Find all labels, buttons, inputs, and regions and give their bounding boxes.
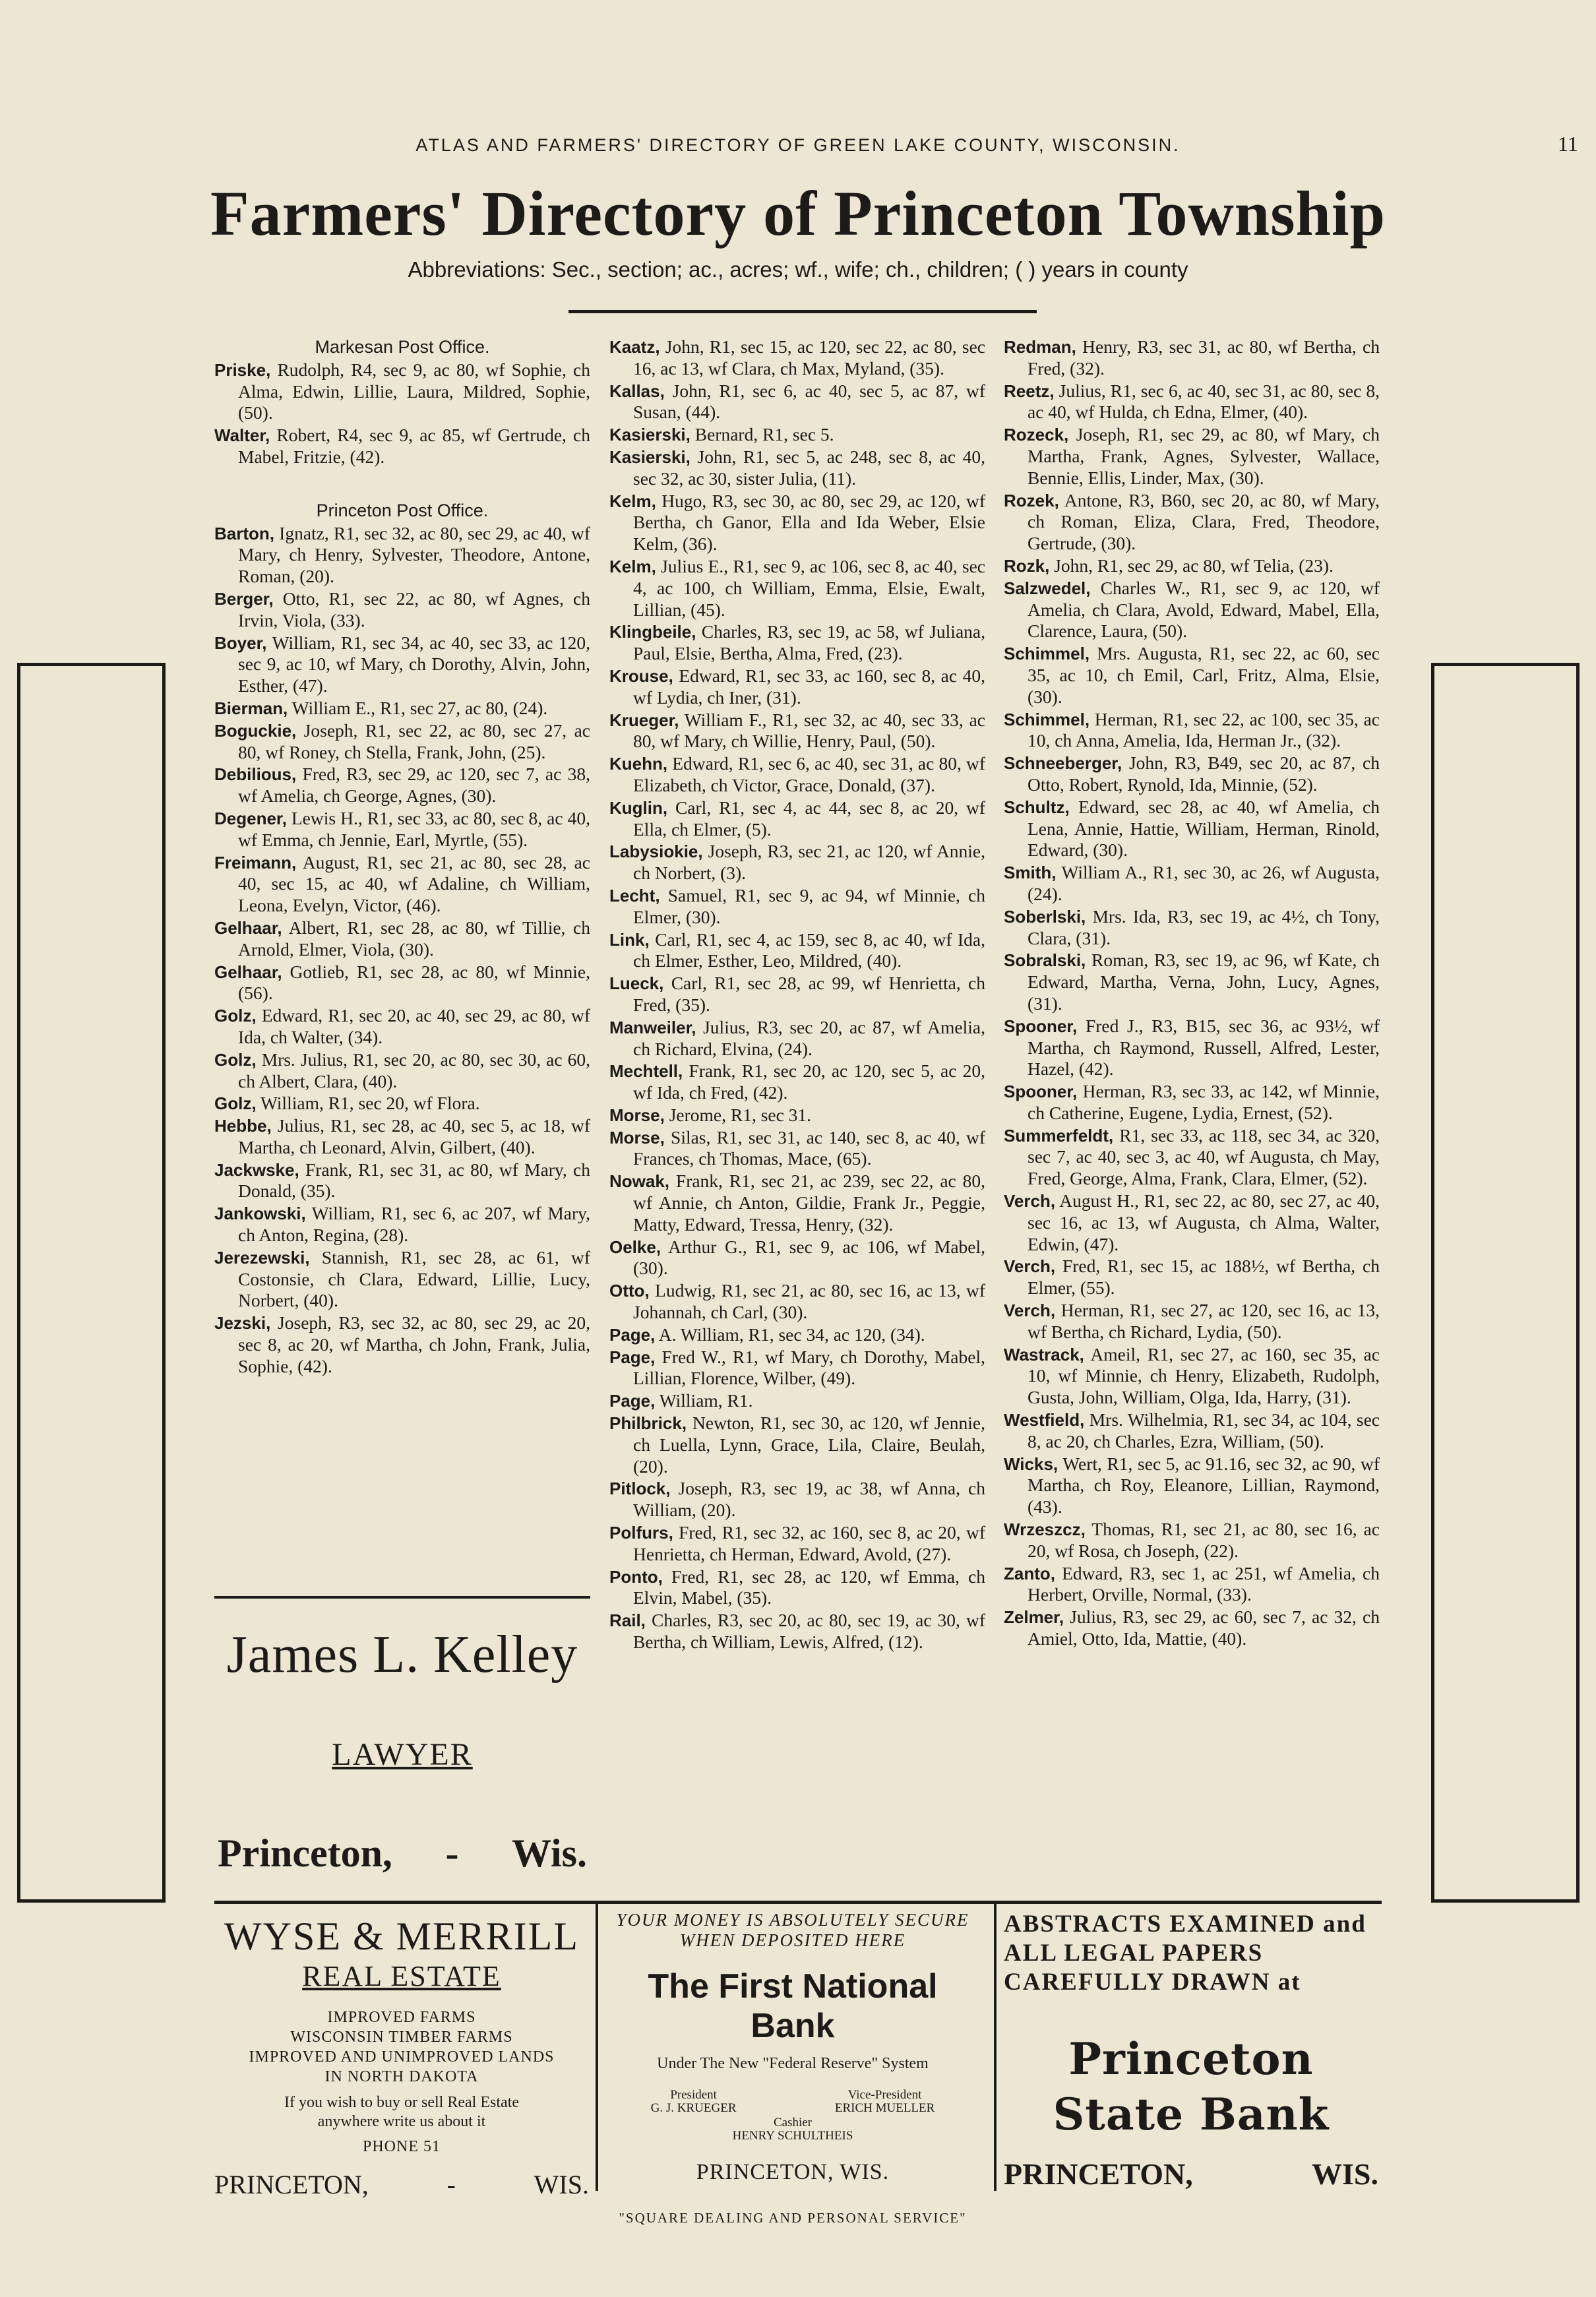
directory-entry [609, 710, 985, 753]
farmer-surname: Boyer, [214, 632, 267, 653]
farmer-details: August, R1, sec 21, ac 80, sec 28, ac 40, sec 15, ac 40, wf Adaline, ch William, Leona, Evelyn, Victor, (46). [238, 851, 590, 916]
directory-entry [1004, 424, 1380, 489]
lawyer-location [214, 1831, 590, 1876]
directory-entry [609, 1127, 985, 1171]
real-estate-business: REAL ESTATE [302, 1960, 501, 1992]
farmer-details: Herman, R1, sec 22, ac 100, sec 35, ac 10, ch Anna, Amelia, Ida, Herman Jr., (32). [1028, 708, 1380, 751]
farmer-surname: Schultz, [1004, 797, 1070, 817]
directory-entry [609, 424, 985, 446]
farmer-surname: Krueger, [609, 710, 679, 730]
farmer-details: Fred, R1, sec 32, ac 160, sec 8, ac 20, wf Henrietta, ch Herman, Edward, Avold, (27). [633, 1522, 985, 1564]
farmer-surname: Page, [609, 1324, 656, 1345]
farmer-surname: Klingbeile, [609, 622, 696, 642]
left-margin-box [17, 663, 166, 1903]
abbreviations-line: Abbreviations: Sec., section; ac., acres; wf., wife; ch., children; ( ) years in county [408, 257, 1188, 282]
farmer-surname: Rozek, [1004, 490, 1059, 510]
farmer-surname: Jankowski, [214, 1204, 306, 1224]
farmer-details: John, R1, sec 15, ac 120, sec 22, ac 80, sec 16, ac 13, wf Clara, ch Max, Myland, (35). [633, 336, 985, 379]
bank-cashier [601, 2116, 984, 2143]
farmer-details: Frank, R1, sec 21, ac 239, sec 22, ac 80, wf Annie, ch Anton, Gildie, Frank Jr., Peggie, Matty, Edward, Tressa, Henry, (32). [633, 1171, 985, 1235]
farmer-details: Frank, R1, sec 31, ac 80, wf Mary, ch Donald, (35). [238, 1159, 590, 1202]
farmer-details: Mrs. Augusta, R1, sec 22, ac 60, sec 35, ac 10, ch Emil, Carl, Fritz, Alma, Elsie, (30). [1028, 643, 1380, 707]
farmer-surname: Degener, [214, 808, 287, 828]
farmer-details: August H., R1, sec 22, ac 80, sec 27, ac 40, sec 16, ac 13, wf Augusta, ch Alma, Walter, Edwin, (47). [1028, 1190, 1380, 1254]
farmer-surname: Page, [609, 1391, 656, 1411]
farmer-surname: Rozk, [1004, 555, 1050, 576]
farmer-surname: Pitlock, [609, 1479, 671, 1499]
first-national-bank-ad [601, 1910, 984, 2226]
farmer-details: John, R3, B49, sec 20, ac 87, ch Otto, Robert, Rynold, Ida, Minnie, (52). [1028, 752, 1380, 795]
farmer-surname: Page, [609, 1347, 656, 1367]
farmer-surname: Westfield, [1004, 1410, 1085, 1430]
directory-entry [214, 852, 590, 917]
slogan-line: YOUR MONEY IS ABSOLUTELY SECURE [616, 1910, 969, 1930]
farmer-surname: Jerezewski, [214, 1247, 310, 1268]
farmer-surname: Soberlski, [1004, 906, 1086, 927]
farmer-details: Joseph, R1, sec 29, ac 80, wf Mary, ch Martha, Frank, Agnes, Sylvester, Wallace, Bennie, Ellis, Linder, Max, (30). [1028, 424, 1380, 488]
directory-column-1 [214, 336, 590, 1378]
directory-entry [609, 841, 985, 884]
farmer-details: Arthur G., R1, sec 9, ac 106, wf Mabel, (30). [633, 1236, 985, 1279]
farmer-surname: Kaatz, [609, 337, 660, 357]
offering-line: WISCONSIN TIMBER FARMS [290, 2029, 513, 2046]
farmer-surname: Schimmel, [1004, 644, 1090, 664]
farmer-details: Jerome, R1, sec 31. [664, 1104, 812, 1125]
farmer-surname: Nowak, [609, 1171, 670, 1192]
directory-entry [609, 929, 985, 973]
offering-line: IMPROVED AND UNIMPROVED LANDS [249, 2048, 555, 2066]
directory-entry [214, 425, 590, 468]
bank-city: PRINCETON, WIS. [696, 2160, 890, 2184]
state-bank-state: WIS. [1312, 2157, 1378, 2191]
post-office-heading: Markesan Post Office. [315, 337, 490, 357]
state-bank-name-line: Princeton [1068, 2033, 1314, 2085]
directory-entry [214, 359, 590, 424]
farmer-surname: Verch, [1004, 1191, 1056, 1211]
farmer-surname: Gelhaar, [214, 962, 282, 982]
lawyer-name: James L. Kelley [226, 1626, 578, 1684]
farmer-details: Edward, sec 28, ac 40, wf Amelia, ch Lena, Annie, Hattie, William, Herman, Rinold, Edward, (30). [1028, 796, 1380, 861]
directory-entry [609, 1280, 985, 1324]
directory-entry [1004, 1607, 1380, 1650]
directory-column-2 [609, 336, 985, 1654]
farmer-details: Joseph, R3, sec 32, ac 80, sec 29, ac 20, sec 8, ac 20, wf Martha, ch John, Frank, Julia, Sophie, (42). [238, 1312, 590, 1376]
farmer-details: William, R1, sec 34, ac 40, sec 33, ac 120, sec 9, ac 10, wf Mary, ch Dorothy, Alvin, John, Esther, (47). [238, 632, 590, 696]
directory-entry [1004, 709, 1380, 752]
farmer-details: Fred, R1, sec 28, ac 120, wf Emma, ch Elvin, Mabel, (35). [633, 1566, 985, 1608]
directory-entry [609, 381, 985, 424]
farmer-details: Charles W., R1, sec 9, ac 120, wf Amelia, ch Clara, Avold, Edward, Mabel, Ella, Clarence, Laura, (50). [1028, 577, 1380, 642]
farmer-surname: Manweiler, [609, 1017, 696, 1037]
farmer-surname: Labysiokie, [609, 842, 703, 862]
farmer-surname: Zanto, [1004, 1563, 1055, 1583]
farmer-surname: Spooner, [1004, 1016, 1078, 1036]
directory-entry [1004, 1344, 1380, 1409]
lawyer-profession: LAWYER [332, 1737, 473, 1772]
farmer-details: Fred, R1, sec 15, ac 188½, wf Bertha, ch Elmer, (55). [1028, 1256, 1380, 1299]
farmer-details: Silas, R1, sec 31, ac 140, sec 8, ac 40, wf Frances, ch Thomas, Mace, (65). [633, 1126, 985, 1169]
directory-entry [609, 885, 985, 929]
directory-entry [609, 753, 985, 797]
vp-title: Vice-President [847, 2088, 922, 2102]
directory-entry [214, 917, 590, 961]
lawyer-ad-rule [214, 1596, 590, 1599]
farmer-details: Mrs. Wilhelmia, R1, sec 34, ac 104, sec 8, ac 20, ch Charles, Ezra, William, (50). [1028, 1409, 1380, 1452]
farmer-details: Wert, R1, sec 5, ac 91.16, sec 32, ac 90, wf Martha, ch Roy, Eleanore, Lillian, Raymond, (43). [1028, 1453, 1380, 1517]
slogan-line: WHEN DEPOSITED HERE [679, 1930, 906, 1950]
services-line: CAREFULLY DRAWN at [1004, 1969, 1301, 1996]
farmer-surname: Mechtell, [609, 1061, 683, 1082]
farmer-surname: Boguckie, [214, 720, 297, 741]
directory-entry [609, 1566, 985, 1610]
directory-entry [609, 336, 985, 380]
farmer-surname: Summerfeldt, [1004, 1125, 1114, 1146]
farmer-details: Carl, R1, sec 28, ac 99, wf Henrietta, ch Fred, (35). [633, 973, 985, 1015]
farmer-surname: Freimann, [214, 852, 297, 873]
farmer-surname: Morse, [609, 1127, 665, 1148]
directory-entry [1004, 1190, 1380, 1255]
ads-divider-1 [596, 1901, 598, 2191]
farmer-surname: Debilious, [214, 764, 297, 785]
directory-entry [1004, 490, 1380, 555]
farmer-details: Julius, R1, sec 6, ac 40, sec 31, ac 80, sec 8, ac 40, wf Hulda, ch Edna, Elmer, (40). [1028, 380, 1380, 423]
farmer-details: Joseph, R3, sec 21, ac 120, wf Annie, ch Norbert, (3). [633, 841, 985, 884]
farmer-surname: Kasierski, [609, 446, 691, 467]
president-title: President [670, 2088, 717, 2102]
directory-column-3 [1004, 336, 1380, 1651]
post-office-heading: Princeton Post Office. [316, 500, 489, 520]
directory-entry [214, 1005, 590, 1049]
farmer-details: Ludwig, R1, sec 21, ac 80, sec 16, ac 13, wf Johannah, ch Carl, (30). [633, 1280, 985, 1323]
farmer-surname: Reetz, [1004, 381, 1055, 401]
farmer-surname: Philbrick, [609, 1413, 687, 1434]
farmer-surname: Wicks, [1004, 1454, 1059, 1474]
services-line: ABSTRACTS EXAMINED and [1004, 1911, 1366, 1938]
directory-entry [214, 764, 590, 807]
state-bank-city: PRINCETON, [1004, 2157, 1193, 2191]
directory-entry [609, 665, 985, 709]
directory-entry [609, 1060, 985, 1104]
farmer-details: Frank, R1, sec 20, ac 120, sec 5, ac 20, wf Ida, ch Fred, (42). [633, 1060, 985, 1103]
farmer-surname: Zelmer, [1004, 1607, 1064, 1628]
farmer-details: Charles, R3, sec 20, ac 80, sec 19, ac 30, wf Bertha, ch William, Lewis, Alfred, (12). [633, 1610, 985, 1653]
directory-entry [609, 556, 985, 621]
farmer-surname: Bierman, [214, 698, 288, 718]
farmer-surname: Kelm, [609, 491, 656, 511]
directory-entry [1004, 1256, 1380, 1299]
farmer-surname: Lecht, [609, 885, 660, 905]
directory-entry [214, 1247, 590, 1312]
farmer-details: Carl, R1, sec 4, ac 159, sec 8, ac 40, wf Ida, ch Elmer, Esther, Leo, Mildred, (40). [633, 929, 985, 971]
real-estate-phone: PHONE 51 [362, 2138, 441, 2155]
lawyer-city: Princeton, [218, 1831, 392, 1875]
directory-entry [1004, 336, 1380, 380]
farmer-details: Julius E., R1, sec 9, ac 106, sec 8, ac 40, sec 4, ac 100, ch William, Emma, Elsie, Ewalt, Lillian, (45). [633, 555, 985, 620]
farmer-details: Herman, R3, sec 33, ac 142, wf Minnie, ch Catherine, Eugene, Lydia, Ernest, (52). [1028, 1081, 1380, 1123]
farmer-details: William, R1, sec 20, wf Flora. [256, 1093, 480, 1114]
offering-line: IN NORTH DAKOTA [324, 2068, 479, 2085]
farmer-details: Joseph, R1, sec 22, ac 80, sec 27, ac 80, wf Roney, ch Stella, Frank, John, (25). [238, 720, 590, 762]
directory-entry [609, 1478, 985, 1521]
farmer-details: William E., R1, sec 27, ac 80, (24). [288, 697, 548, 718]
advertisement-band [0, 1901, 1596, 2226]
farmer-surname: Lueck, [609, 973, 664, 994]
ads-divider-2 [994, 1901, 997, 2191]
note-line: anywhere write us about it [317, 2113, 486, 2130]
directory-entry [1004, 1016, 1380, 1080]
farmer-surname: Jackwske, [214, 1159, 299, 1180]
directory-entry [214, 1049, 590, 1093]
farmer-surname: Hebbe, [214, 1116, 272, 1136]
directory-entry [1004, 862, 1380, 905]
farmer-details: Bernard, R1, sec 5. [690, 424, 834, 445]
farmer-details: Julius, R1, sec 28, ac 40, sec 5, ac 18, wf Martha, ch Leonard, Alvin, Gilbert, (40). [238, 1115, 590, 1157]
directory-entry [214, 1159, 590, 1203]
farmer-surname: Verch, [1004, 1301, 1056, 1321]
farmer-details: Edward, R3, sec 1, ac 251, wf Amelia, ch Herbert, Orville, Normal, (33). [1028, 1562, 1380, 1605]
farmer-details: Fred, R3, sec 29, ac 120, sec 7, ac 38, wf Amelia, ch George, Agnes, (30). [238, 764, 590, 807]
directory-entry [214, 1203, 590, 1246]
farmer-surname: Rail, [609, 1610, 646, 1631]
directory-entry [609, 621, 985, 665]
directory-entry [1004, 578, 1380, 642]
directory-entry [1004, 1454, 1380, 1518]
lawyer-state: Wis. [512, 1831, 587, 1875]
farmer-details: Ameil, R1, sec 27, ac 160, sec 35, ac 10, wf Minnie, ch Henry, Elizabeth, Rudolph, Gusta, John, William, Olga, Ida, Harry, (31). [1028, 1343, 1380, 1408]
state-bank-services [1004, 1910, 1378, 1997]
farmer-surname: Smith, [1004, 863, 1057, 883]
bank-slogan [601, 1910, 984, 1951]
bank-system: Under The New "Federal Reserve" System [657, 2055, 929, 2072]
farmer-surname: Kuglin, [609, 797, 668, 818]
farmer-surname: Walter, [214, 425, 270, 446]
farmer-details: William A., R1, sec 30, ac 26, wf Augusta, (24). [1028, 862, 1380, 904]
directory-entry [609, 1324, 985, 1346]
farmer-surname: Verch, [1004, 1256, 1056, 1277]
directory-entry [609, 446, 985, 490]
farmer-surname: Priske, [214, 359, 271, 380]
real-estate-state: WIS. [534, 2170, 589, 2199]
state-bank-location [1004, 2157, 1378, 2191]
directory-entry [214, 588, 590, 632]
directory-entry [1004, 1563, 1380, 1607]
cashier-name: HENRY SCHULTHEIS [732, 2129, 853, 2143]
directory-entry [1004, 1125, 1380, 1190]
farmer-details: William F., R1, sec 32, ac 40, sec 33, ac 80, wf Mary, ch Willie, Henry, Paul, (50). [633, 709, 985, 752]
farmer-details: Fred J., R3, B15, sec 36, ac 93½, wf Martha, ch Raymond, Russell, Alfred, Lester, Hazel, (42). [1028, 1015, 1380, 1080]
farmer-surname: Jezski, [214, 1313, 271, 1333]
directory-entry [1004, 1300, 1380, 1343]
farmer-details: Julius, R3, sec 29, ac 60, sec 7, ac 32, ch Amiel, Otto, Ida, Mattie, (40). [1028, 1607, 1380, 1649]
cashier-title: Cashier [773, 2116, 813, 2129]
directory-entry [609, 973, 985, 1016]
directory-entry [1004, 950, 1380, 1014]
directory-entry [214, 1115, 590, 1159]
farmer-surname: Kallas, [609, 381, 665, 401]
directory-entry [214, 808, 590, 851]
directory-entry [1004, 1409, 1380, 1453]
directory-entry [609, 491, 985, 555]
farmer-details: Hugo, R3, sec 30, ac 80, sec 29, ac 120, wf Bertha, ch Ganor, Ella and Ida Weber, Elsie Kelm, (36). [633, 490, 985, 555]
page-title: Farmers' Directory of Princeton Township [210, 178, 1386, 249]
lawyer-ad [214, 1596, 590, 1876]
farmer-surname: Otto, [609, 1281, 650, 1301]
farmer-details: Thomas, R1, sec 21, ac 80, sec 16, ac 20, wf Rosa, ch Joseph, (22). [1028, 1519, 1380, 1561]
farmer-surname: Kasierski, [609, 425, 691, 445]
real-estate-note [214, 2093, 589, 2131]
state-bank-name [1004, 2031, 1378, 2142]
farmer-details: Otto, R1, sec 22, ac 80, wf Agnes, ch Irvin, Viola, (33). [238, 588, 590, 630]
farmer-surname: Rozeck, [1004, 425, 1069, 445]
farmer-details: John, R1, sec 5, ac 248, sec 8, ac 40, sec 32, ac 30, sister Julia, (11). [633, 446, 985, 489]
farmer-details: Mrs. Julius, R1, sec 20, ac 80, sec 30, ac 60, ch Albert, Clara, (40). [238, 1049, 590, 1091]
farmer-surname: Krouse, [609, 665, 673, 686]
bank-name: The First National Bank [648, 1967, 938, 2045]
directory-entry [214, 523, 590, 588]
farmer-details: Henry, R3, sec 31, ac 80, wf Bertha, ch Fred, (32). [1028, 336, 1380, 379]
farmer-details: Gotlieb, R1, sec 28, ac 80, wf Minnie, (56). [238, 961, 590, 1004]
directory-entry [609, 1017, 985, 1060]
directory-entry [214, 720, 590, 764]
directory-entry [214, 1312, 590, 1377]
farmer-surname: Golz, [214, 1006, 257, 1026]
note-line: If you wish to buy or sell Real Estate [284, 2094, 519, 2111]
farmer-details: Ignatz, R1, sec 32, ac 80, sec 29, ac 40, wf Mary, ch Henry, Sylvester, Theodore, Antone, Roman, (20). [238, 522, 590, 587]
farmer-details: William, R1. [655, 1390, 753, 1411]
farmer-details: Albert, R1, sec 28, ac 80, wf Tillie, ch Arnold, Elmer, Viola, (30). [238, 917, 590, 960]
farmer-details: Julius, R3, sec 20, ac 87, wf Amelia, ch Richard, Elvina, (24). [633, 1016, 985, 1059]
directory-entry [609, 797, 985, 841]
farmer-surname: Golz, [214, 1049, 257, 1070]
farmer-surname: Gelhaar, [214, 917, 282, 938]
state-bank-ad [1004, 1910, 1378, 2191]
directory-entry [609, 1171, 985, 1235]
farmer-details: Lewis H., R1, sec 33, ac 80, sec 8, ac 40, wf Emma, ch Jennie, Earl, Myrtle, (55). [238, 807, 590, 850]
farmer-surname: Wastrack, [1004, 1344, 1084, 1364]
farmer-surname: Barton, [214, 523, 274, 543]
directory-entry [1004, 1519, 1380, 1562]
real-estate-offerings [214, 2007, 589, 2087]
right-margin-box [1431, 663, 1580, 1903]
directory-entry [609, 1237, 985, 1280]
farmer-details: Stannish, R1, sec 28, ac 61, wf Costonsie, ch Clara, Edward, Lillie, Lucy, Norbert, (40). [238, 1246, 590, 1311]
directory-entry [214, 632, 590, 697]
farmer-details: Mrs. Ida, R3, sec 19, ac 4½, ch Tony, Clara, (31). [1028, 905, 1380, 948]
directory-entry [1004, 797, 1380, 861]
real-estate-location [214, 2169, 589, 2200]
real-estate-dash: - [446, 2170, 456, 2199]
farmer-details: R1, sec 33, ac 118, sec 34, ac 320, sec 7, ac 40, sec 3, ac 40, wf Augusta, ch May, Fred, George, Alma, Frank, Clara, Elmer, (52). [1028, 1124, 1380, 1189]
directory-entry [609, 1610, 985, 1653]
bank-vice-president [835, 2089, 935, 2115]
bank-officers [601, 2089, 984, 2115]
farmer-details: John, R1, sec 6, ac 40, sec 5, ac 87, wf Susan, (44). [633, 380, 985, 423]
farmer-surname: Kuehn, [609, 754, 668, 774]
farmer-details: William, R1, sec 6, ac 207, wf Mary, ch Anton, Regina, (28). [238, 1203, 590, 1246]
farmer-surname: Link, [609, 929, 650, 950]
farmer-surname: Salzwedel, [1004, 578, 1091, 598]
farmer-surname: Golz, [214, 1093, 257, 1114]
directory-entry [1004, 381, 1380, 424]
page-number: 11 [1558, 132, 1578, 156]
farmer-details: A. William, R1, sec 34, ac 120, (34). [655, 1324, 925, 1345]
title-rule [568, 310, 1037, 313]
directory-entry [609, 1347, 985, 1390]
directory-entry [1004, 906, 1380, 950]
farmer-surname: Spooner, [1004, 1082, 1078, 1102]
farmer-details: Rudolph, R4, sec 9, ac 80, wf Sophie, ch Alma, Edwin, Lillie, Laura, Mildred, Sophie, (50). [238, 359, 590, 423]
farmer-details: Newton, R1, sec 30, ac 120, wf Jennie, ch Luella, Lynn, Grace, Lila, Claire, Beulah, (20). [633, 1413, 985, 1477]
farmer-surname: Kelm, [609, 556, 656, 576]
directory-entry [609, 1105, 985, 1126]
bank-president [651, 2089, 737, 2115]
directory-entry [609, 1413, 985, 1477]
real-estate-city: PRINCETON, [214, 2170, 369, 2199]
real-estate-firm: WYSE & MERRILL [224, 1914, 579, 1958]
real-estate-ad [214, 1909, 589, 2200]
farmer-details: Samuel, R1, sec 9, ac 94, wf Minnie, ch Elmer, (30). [633, 884, 985, 927]
farmer-details: Joseph, R3, sec 19, ac 38, wf Anna, ch William, (20). [633, 1478, 985, 1521]
farmer-surname: Berger, [214, 588, 274, 609]
farmer-surname: Sobralski, [1004, 950, 1086, 971]
directory-entry [1004, 643, 1380, 708]
farmer-surname: Oelke, [609, 1237, 661, 1257]
state-bank-name-line: State Bank [1053, 2089, 1330, 2140]
farmer-details: Antone, R3, B60, sec 20, ac 80, wf Mary, ch Roman, Eliza, Clara, Fred, Theodore, Gertrude, (30). [1028, 489, 1380, 554]
offering-line: IMPROVED FARMS [327, 2009, 476, 2026]
farmer-details: Robert, R4, sec 9, ac 85, wf Gertrude, ch Mabel, Fritzie, (42). [238, 425, 590, 467]
farmer-surname: Wrzeszcz, [1004, 1519, 1086, 1540]
directory-entry [1004, 752, 1380, 796]
directory-entry [214, 698, 590, 720]
farmer-details: Roman, R3, sec 19, ac 96, wf Kate, ch Edward, Martha, Verna, John, Lucy, Agnes, (31). [1028, 950, 1380, 1014]
running-title: ATLAS AND FARMERS' DIRECTORY OF GREEN LAKE COUNTY, WISCONSIN. [415, 135, 1181, 155]
farmer-details: Charles, R3, sec 19, ac 58, wf Juliana, Paul, Elsie, Bertha, Alma, Fred, (23). [633, 621, 985, 664]
farmer-surname: Schneeberger, [1004, 753, 1122, 774]
directory-entry [1004, 555, 1380, 577]
directory-entry [609, 1522, 985, 1566]
farmer-details: Carl, R1, sec 4, ac 44, sec 8, ac 20, wf Ella, ch Elmer, (5). [633, 797, 985, 840]
directory-entry [1004, 1081, 1380, 1124]
farmer-surname: Ponto, [609, 1566, 663, 1587]
vp-name: ERICH MUELLER [834, 2101, 935, 2115]
directory-entry [609, 1390, 985, 1412]
bank-motto: "SQUARE DEALING AND PERSONAL SERVICE" [619, 2210, 967, 2226]
directory-entry [214, 1093, 590, 1115]
farmer-details: Edward, R1, sec 6, ac 40, sec 31, ac 80, wf Elizabeth, ch Victor, Grace, Donald, (37). [633, 753, 985, 795]
farmer-details: Edward, R1, sec 33, ac 160, sec 8, ac 40, wf Lydia, ch Iner, (31). [633, 665, 985, 708]
directory-entry [214, 962, 590, 1005]
lawyer-dash: - [445, 1831, 459, 1875]
farmer-details: Herman, R1, sec 27, ac 120, sec 16, ac 13, wf Bertha, ch Richard, Lydia, (50). [1028, 1300, 1380, 1342]
farmer-details: John, R1, sec 29, ac 80, wf Telia, (23). [1049, 555, 1334, 576]
farmer-surname: Schimmel, [1004, 709, 1090, 729]
president-name: G. J. KRUEGER [650, 2101, 737, 2115]
farmer-details: Fred W., R1, wf Mary, ch Dorothy, Mabel, Lillian, Florence, Wilber, (49). [633, 1346, 985, 1389]
farmer-surname: Polfurs, [609, 1523, 673, 1543]
ads-top-rule [214, 1901, 1382, 1904]
farmer-surname: Morse, [609, 1105, 665, 1125]
farmer-surname: Redman, [1004, 337, 1076, 357]
farmer-details: Edward, R1, sec 20, ac 40, sec 29, ac 80, wf Ida, ch Walter, (34). [238, 1005, 590, 1047]
services-line: ALL LEGAL PAPERS [1004, 1940, 1264, 1967]
